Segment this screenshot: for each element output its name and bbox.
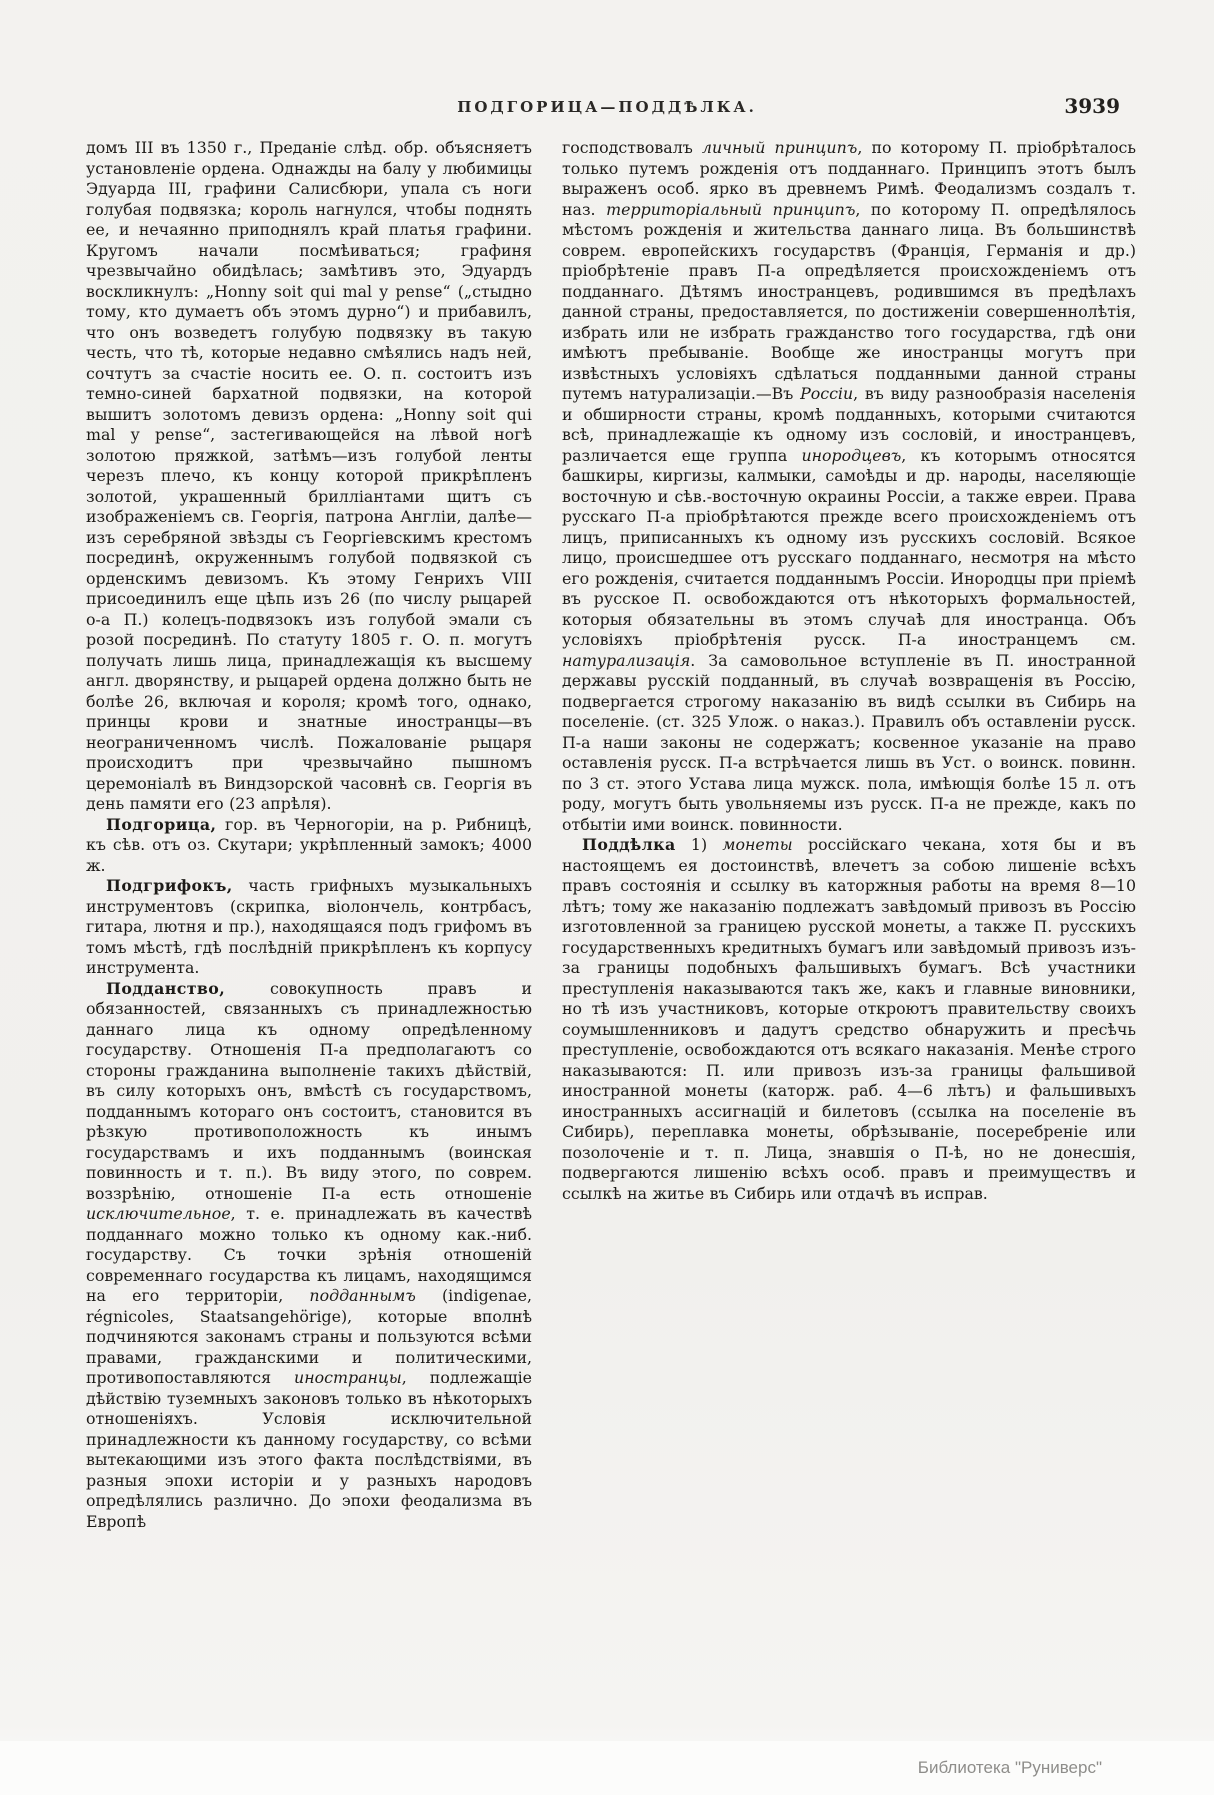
page-number: 3939 bbox=[1064, 94, 1120, 118]
text-run: (indigenae, régnicoles, Staatsangehörige), которые вполнѣ подчиняются законамъ страны и пользуются всѣми правами, гражданскими и политическими, противопоставляются bbox=[86, 1286, 532, 1387]
italic-text-run: иностранцы bbox=[294, 1368, 402, 1387]
running-title: ПОДГОРИЦА—ПОДДѢЛКА. bbox=[457, 98, 757, 116]
entry-headword: Подгрифокъ, bbox=[106, 876, 233, 895]
page-header bbox=[0, 94, 1214, 128]
text-run: россійскаго чекана, хотя бы и въ настоящемъ ея достоинствѣ, влечетъ за собою лишеніе всѣхъ правъ состоянія и ссылку въ каторжныя работы на время 8—10 лѣтъ; тому же наказанію подлежатъ завѣдомый привозъ въ Россію изготовленной за границею русской монеты, а также П. русскихъ государственныхъ кредитныхъ бумагъ или завѣдомый привозъ изъ-за границы подобныхъ фальшивыхъ бумагъ. Всѣ участники преступленія наказываются такъ же, какъ и главные виновники, но тѣ изъ участниковъ, которые откроютъ правительству своихъ соумышленниковъ и дадутъ средство обнаружить и пресѣчь преступленіе, освобождаются отъ всякаго наказанія. Менѣе строго наказываются: П. или привозъ изъ-за границы фальшивой иностранной монеты (каторж. раб. 4—6 лѣтъ) и фальшивыхъ иностранныхъ ассигнацій и билетовъ (ссылка на поселеніе въ Сибирь), переплавка монеты, обрѣзываніе, посеребреніе или позолоченіе и т. п. Лица, знавшія о П-ѣ, но не донесшія, подвергаются лишенію всѣхъ особ. правъ и преимуществъ и ссылкѣ на житье въ Сибирь или отдачѣ въ исправ. bbox=[562, 835, 1136, 1203]
text-run: , въ виду разнообразія населенія и обширности страны, кромѣ подданныхъ, которыми считаются всѣ, принадлежащіе къ одному изъ сословій, и иностранцевъ, различается еще группа bbox=[562, 384, 1136, 465]
text-run: , т. е. принадлежать въ качествѣ подданнаго можно только къ одному как.-ниб. государству. Съ точки зрѣнія отношеній современнаго государства къ лицамъ, находящимся на его территоріи, bbox=[86, 1204, 532, 1305]
text-run: домъ III въ 1350 г., Преданіе слѣд. обр. объясняетъ установленіе ордена. Однажды на балу у любимицы Эдуарда III, графини Салисбюри, упала съ ноги голубая подвязка; король нагнулся, чтобы поднять ее, и нечаянно приподнялъ край платья графини. Кругомъ начали посмѣиваться; графиня чрезвычайно обидѣлась; замѣтивъ это, Эдуардъ воскликнулъ: „Honny soit qui mal y pense“ („стыдно тому, кто думаетъ объ этомъ дурно“) и прибавилъ, что онъ возведетъ голубую подвязку въ такую честь, что тѣ, которые недавно смѣялись надъ ней, сочтутъ за счастіе носить ее. О. п. состоитъ изъ темно-синей бархатной подвязки, на которой вышитъ золотомъ девизъ ордена: „Honny soit qui mal y pense“, застегивающейся на лѣвой ногѣ золотою пряжкой, затѣмъ—изъ голубой ленты черезъ плечо, къ концу которой прикрѣпленъ золотой, украшенный брилліантами щитъ съ изображеніемъ св. Георгія, патрона Англіи, далѣе—изъ серебряной звѣзды съ Георгіевскимъ крестомъ посрединѣ, окруженнымъ голубой подвязкой съ орденскимъ девизомъ. Къ этому Генрихъ VIII присоединилъ еще цѣпь изъ 26 (по числу рыцарей о-а П.) колецъ-подвязокъ изъ голубой эмали съ розой посрединѣ. По статуту 1805 г. О. п. могутъ получать лишь лица, принадлежащія къ высшему англ. дворянству, и рыцарей ордена должно быть не болѣе 26, включая и короля; кромѣ того, однако, принцы крови и знатные иностранцы—въ неограниченномъ числѣ. Пожалованіе рыцаря происходитъ при чрезвычайно пышномъ церемоніалѣ въ Виндзорской часовнѣ св. Георгія въ день памяти его (23 апрѣля). bbox=[86, 138, 532, 813]
italic-text-run: личный принципъ bbox=[701, 138, 858, 157]
entry-headword: Подгорица, bbox=[106, 814, 217, 834]
left-column bbox=[86, 138, 532, 1532]
text-run: . За самовольное вступленіе въ П. иностранной державы русскій подданный, въ случаѣ возвращенія въ Россію, подвергается строгому наказанію въ видѣ ссылки въ Сибирь на поселеніе. (ст. 325 Улож. о наказ.). Правилъ объ оставленіи русск. П-а наши законы не содержатъ; косвенное указаніе на право оставленія русск. П-а встрѣчается лишь въ Уст. о воинск. повинн. по 3 ст. этого Устава лица мужск. пола, имѣющія болѣе 15 л. отъ роду, могутъ быть увольняемы изъ русск. П-а не прежде, какъ по отбытіи ими воинск. повинности. bbox=[562, 650, 1136, 834]
italic-text-run: территоріальный принципъ bbox=[606, 199, 856, 219]
continuation-paragraph bbox=[562, 138, 1136, 835]
text-run: , подлежащіе дѣйствію туземныхъ законовъ только въ нѣкоторыхъ отношеніяхъ. Условія исключительной принадлежности къ данному государству, со всѣми вытекающими изъ этого факта послѣдствіями, въ разныя эпохи исторіи и у разныхъ народовъ опредѣлялись различно. До эпохи феодализма въ Европѣ bbox=[86, 1368, 532, 1531]
library-watermark: Библиотека "Руниверс" bbox=[917, 1758, 1102, 1777]
italic-text-run: монеты bbox=[722, 835, 793, 854]
italic-text-run: исключительное bbox=[86, 1204, 231, 1223]
entry-paragraph bbox=[562, 835, 1136, 1204]
entry-headword: Поддѣлка bbox=[582, 835, 676, 854]
italic-text-run: натурализація bbox=[562, 650, 691, 670]
text-run: , къ которымъ относятся башкиры, киргизы, калмыки, самоѣды и др. народы, населяющіе восточную и сѣв.-восточную окраины Россіи, а также евреи. Права русскаго П-а пріобрѣтаются прежде всего происхожденіемъ отъ лицъ, приписанныхъ къ одному изъ русскихъ сословій. Всякое лицо, происшедшее отъ русскаго подданнаго, несмотря на мѣсто его рожденія, считается подданнымъ Россіи. Инородцы при пріемѣ въ русское П. освобождаются отъ нѣкоторыхъ формальностей, которыя обязательны въ этомъ случаѣ для иностранца. Объ условіяхъ пріобрѣтенія русск. П-а иностранцемъ см. bbox=[562, 445, 1136, 649]
right-column bbox=[562, 138, 1136, 1532]
entry-paragraph bbox=[86, 979, 532, 1533]
entry-paragraph bbox=[86, 876, 532, 979]
italic-text-run: подданнымъ bbox=[309, 1286, 416, 1305]
text-run: господствовалъ bbox=[562, 138, 702, 157]
entry-paragraph bbox=[86, 815, 532, 877]
text-run: , по которому П. пріобрѣталось только путемъ рожденія отъ подданнаго. Принципъ этотъ былъ выраженъ особ. ярко въ древнемъ Римѣ. Феодализмъ создалъ т. наз. bbox=[562, 138, 1136, 219]
text-run: часть грифныхъ музыкальныхъ инструментовъ (скрипка, віолончель, контрбасъ, гитара, лютня и пр.), находящаяся подъ грифомъ въ томъ мѣстѣ, гдѣ послѣдній прикрѣпленъ къ корпусу инструмента. bbox=[86, 876, 532, 977]
italic-text-run: инородцевъ bbox=[801, 445, 902, 465]
continuation-paragraph bbox=[86, 138, 532, 815]
italic-text-run: Россіи bbox=[800, 384, 854, 403]
text-run: , по которому П. опредѣлялось мѣстомъ рожденія и жительства даннаго лица. Въ большинствѣ соврем. европейскихъ государствъ (Франція, Германія и др.) пріобрѣтеніе правъ П-а опредѣляется происхожденіемъ отъ подданнаго. Дѣтямъ иностранцевъ, родившимся въ предѣлахъ данной страны, предоставляется, по достиженіи совершеннолѣтія, избрать или не избрать гражданство того государства, гдѣ они имѣютъ пребываніе. Вообще же иностранцы могутъ при извѣстныхъ условіяхъ сдѣлаться подданными данной страны путемъ натурализаціи.—Въ bbox=[562, 199, 1136, 403]
text-run: совокупность правъ и обязанностей, связанныхъ съ принадлежностью даннаго лица къ одному опредѣленному государству. Отношенія П-а предполагаютъ со стороны гражданина выполненіе такихъ дѣйствій, въ силу которыхъ онъ, вмѣстѣ съ государствомъ, подданнымъ котораго онъ состоитъ, становится въ рѣзкую противоположность къ инымъ государствамъ и ихъ подданнымъ (воинская повинность и т. п.). Въ виду этого, по соврем. воззрѣнію, отношеніе П-а есть отношеніе bbox=[86, 978, 532, 1203]
text-columns bbox=[0, 128, 1214, 1532]
page-footer bbox=[0, 1741, 1214, 1795]
entry-headword: Подданство, bbox=[106, 978, 226, 998]
text-run: 1) bbox=[675, 835, 723, 854]
text-run: гор. въ Черногоріи, на р. Рибницѣ, къ сѣв. отъ оз. Скутари; укрѣпленный замокъ; 4000 ж. bbox=[86, 814, 532, 875]
